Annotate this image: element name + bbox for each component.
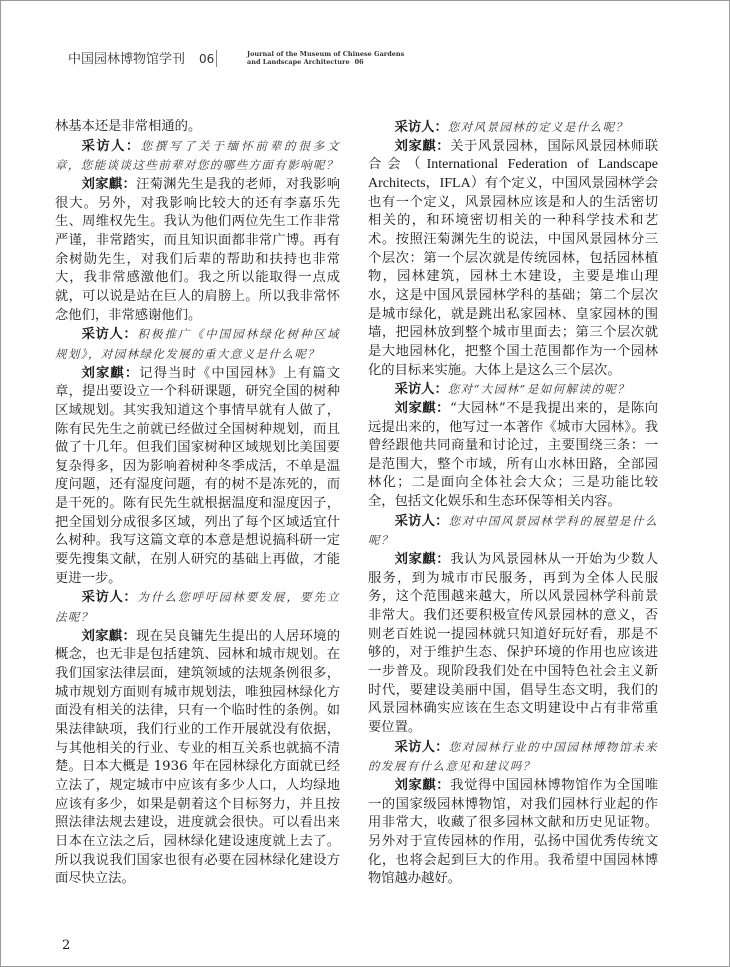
interview-question xyxy=(368,380,658,400)
paragraph-text: “大园林”不是我提出来的，是陈向远提出来的，他写过一本著作《城市大园林》。我曾经跟他共同商量和讨论过，主要围绕三条：一是范围大，整个市域，所有山水林田路，全部园林化；二是面向全体社会大众；三是功能比较全，包括文化娱乐和生态环保等相关内容。 xyxy=(368,400,658,510)
issue-number-en: 06 xyxy=(354,58,364,66)
running-header-en xyxy=(247,50,404,66)
speaker-label: 采访人： xyxy=(394,120,448,135)
speaker-label: 采访人： xyxy=(81,327,138,343)
speaker-label: 刘家麒： xyxy=(394,138,451,154)
interview-question xyxy=(55,325,340,364)
paragraph-text: 现在吴良镛先生提出的人居环境的概念，也无非是包括建筑、园林和城市规划。在我们国家法律层面，建筑领域的法规条例很多，城市规划方面则有城市规划法，唯独园林绿化方面没有相关的法律，只有一个临时性的条例。如果法律缺项，我们行业的工作开展就没有依据，与其他相关的行业、专业的相互关系也就搞不清楚。日本大概是 1936 年在园林绿化方面就已经立法了，规定城市中应该有多少人口，人均绿地应该有多少，如果是朝着这个目标努力，并且按照法律法规去建设，进度就会很快。可以看出来日本在立法之后，园林绿化建设速度就上去了。所以我说我们国家也很有必要在园林绿化建设方面尽快立法。 xyxy=(55,628,340,887)
speaker-label: 刘家麒： xyxy=(81,628,137,644)
interview-answer xyxy=(368,138,658,381)
paragraph-text: 林基本还是非常相通的。 xyxy=(55,119,202,134)
interview-question xyxy=(368,738,658,777)
speaker-label: 采访人： xyxy=(81,590,138,606)
journal-title-en-line1: Journal of the Museum of Chinese Gardens xyxy=(247,50,405,58)
paragraph-text: 我认为风景园林从一开始为少数人服务，到为城市市民服务，再到为全体人民服务，这个范围越来越大，所以风景园林学科前景非常大。我们还要积极宣传风景园林的意义，否则老百姓说一提园林就只知道好玩好看，那是不够的，对于维护生态、保护环境的作用也应该进一步普及。现阶段我们处在中国特色社会主义新时代，要建设美丽中国，倡导生态文明，我们的风景园林确实应该在生态文明建设中占有非常重要位置。 xyxy=(368,552,659,735)
header-divider xyxy=(216,50,217,67)
left-column xyxy=(55,118,340,889)
journal-title-en-line2: and Landscape Architecture xyxy=(247,58,350,66)
interview-answer xyxy=(55,365,340,589)
interview-question xyxy=(55,137,340,176)
paragraph-text: 您对中国风景园林学科的展望是什么呢？ xyxy=(368,513,659,548)
paragraph-text: 汪菊渊先生是我的老师，对我影响很大。另外，对我影响比较大的还有李嘉乐先生、周维权先生。我认为他们两位先生工作非常严谨，非常踏实，而且知识面都非常广博。再有余树勋先生，对我们后辈的帮助和扶持也非常大，我非常感激他们。我之所以能取得一点成就，可以说是站在巨人的肩膀上。所以我非常怀念他们，非常感谢他们。 xyxy=(55,176,340,323)
interview-answer xyxy=(55,628,340,889)
paragraph-text: 为什么您呼吁园林要发展，要先立法呢？ xyxy=(55,590,341,625)
journal-title-cn: 中国园林博物馆学刊 xyxy=(68,52,186,67)
paragraph-text: 您撰写了关于缅怀前辈的很多文章，您能谈谈这些前辈对您的哪些方面有影响呢？ xyxy=(55,138,340,173)
paragraph-text: 您对“大园林”是如何解读的呢？ xyxy=(447,382,631,397)
interview-answer xyxy=(368,777,658,889)
paragraph-text: 记得当时《中国园林》上有篇文章，提出要设立一个科研课题，研究全国的树种区域规划。其实我知道这个事情早就有人做了，陈有民先生之前就已经做过全国树种规划，而且做了十几年。但我们国家树种区域规划比美国要复杂得多，因为影响着树种冬季成活，不单是温度问题，还有湿度问题，有的树不是冻死的，而是干死的。陈有民先生就根据温度和湿度因子，把全国划分成很多区域，列出了每个区域适宜什么树种。我写这篇文章的本意是想说搞科研一定要先搜集文献，在别人研究的基础上再做，才能更进一步。 xyxy=(55,365,341,586)
right-column xyxy=(368,118,658,889)
interview-answer xyxy=(55,176,340,325)
speaker-label: 采访人： xyxy=(394,382,448,398)
speaker-label: 刘家麒： xyxy=(81,176,137,192)
interview-answer xyxy=(368,551,658,738)
issue-number: 06 xyxy=(199,52,215,66)
interview-question xyxy=(368,512,658,551)
interview-question xyxy=(368,118,658,138)
paragraph-text: 积极推广《中国园林绿化树种区域规划》，对园林绿化发展的重大意义是什么呢？ xyxy=(55,327,341,361)
speaker-label: 刘家麒： xyxy=(394,400,450,416)
speaker-label: 采访人： xyxy=(81,138,141,154)
speaker-label: 采访人： xyxy=(394,513,449,529)
paragraph xyxy=(55,118,340,137)
paragraph-text: 关于风景园林，国际风景园林师联合会 xyxy=(368,138,659,173)
paragraph-text: 我觉得中国园林博物馆作为全国唯一的国家级园林博物馆，对我们园林行业起的作用非常大，收藏了很多园林文献和历史见证物。另外对于宣传园林的作用，弘扬中国优秀传统文化，也将会起到巨大的作用。我希望中国园林博物馆越办越好。 xyxy=(368,777,659,887)
page-number: 2 xyxy=(62,938,71,953)
speaker-label: 刘家麒： xyxy=(394,552,451,568)
speaker-label: 刘家麒： xyxy=(394,777,451,793)
paragraph-text: 您对风景园林的定义是什么呢？ xyxy=(447,120,629,134)
paragraph-text: 有个定义，中国风景园林学会也有一个定义，风景园林应该是和人的生活密切相关的，和环境密切相关的一种科学技术和艺术。按照汪菊渊先生的说法，中国风景园林分三个层次：第一个层次就是传统园林，包括园林植物，园林建筑，园林土木建设，主要是堆山理水，这是中国风景园林学科的基础；第二个层次是城市绿化，就是跳出私家园林、皇家园林的围墙，把园林放到整个城市里面去；第三个层次就是大地园林化，把整个国土范围都作为一个园林化的目标来实施。大体上是这么三个层次。 xyxy=(368,175,658,378)
interview-question xyxy=(55,588,340,627)
english-term: （International Federation of Landscape Architects，IFLA） xyxy=(368,157,658,191)
speaker-label: 采访人： xyxy=(394,739,449,755)
paragraph-text: 您对园林行业的中国园林博物馆未来的发展有什么意见和建议吗？ xyxy=(368,739,659,774)
speaker-label: 刘家麒： xyxy=(81,365,140,381)
running-header-cn xyxy=(68,48,214,67)
interview-answer xyxy=(368,400,658,512)
